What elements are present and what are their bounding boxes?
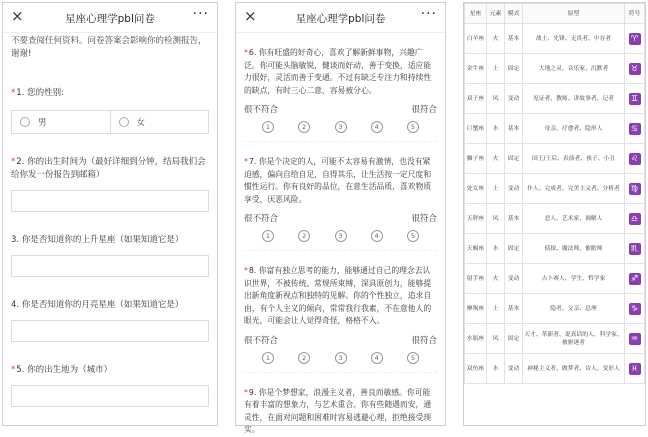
symbol-cell	[625, 174, 645, 204]
zodiac-table-panel	[463, 2, 646, 426]
archetype-cell: 仆人、完成者、完美主义者、分析者	[523, 174, 625, 204]
zodiac-symbol-icon: ♋	[629, 123, 641, 135]
table-row	[465, 24, 645, 54]
top-bar	[3, 3, 217, 33]
scale-option[interactable]: 2	[298, 352, 310, 364]
archetype-cell: 战士、先锋、无畏者、中存者	[523, 24, 625, 54]
mode-cell: 变动	[505, 354, 523, 384]
zodiac-symbol-icon: ♐	[629, 273, 641, 285]
gender-option-female[interactable]: 女	[110, 111, 209, 133]
table-row	[465, 54, 645, 84]
survey-panel-left	[2, 2, 218, 426]
table-row	[465, 204, 645, 234]
scale-option[interactable]: 4	[371, 121, 383, 133]
divider	[244, 250, 437, 251]
sign-cell: 处女座	[465, 174, 487, 204]
question-label: 你是否知道你的上升星座（如果知道它是）	[21, 235, 184, 245]
mode-cell: 固定	[505, 144, 523, 174]
close-icon[interactable]: ×	[11, 7, 24, 25]
mode-cell: 固定	[505, 234, 523, 264]
mode-cell: 基本	[505, 294, 523, 324]
element-cell: 土	[487, 174, 505, 204]
zodiac-symbol-icon: ♑	[629, 303, 641, 315]
element-cell: 水	[487, 114, 505, 144]
radio-icon	[20, 117, 30, 127]
archetype-cell: 见证者、教师、讲故事者、记者	[523, 84, 625, 114]
table-row	[465, 324, 645, 354]
scale-option[interactable]: 5	[407, 352, 419, 364]
scale-option[interactable]: 3	[335, 352, 347, 364]
sign-cell: 金牛座	[465, 54, 487, 84]
question-gender: *1. 您的性别: 男 女	[11, 87, 209, 134]
radio-icon	[119, 117, 129, 127]
symbol-cell	[625, 144, 645, 174]
zodiac-symbol-icon: ♍	[629, 183, 641, 195]
likert-scale-6	[244, 103, 437, 133]
question-moon-sign: 4. 你是否知道你的月亮星座（如果知道它是）	[11, 299, 209, 342]
survey-intro: 不要查阅任何资料。问卷答案会影响你的检测报告，谢谢!	[11, 36, 207, 59]
element-cell: 火	[487, 264, 505, 294]
scale-option[interactable]: 1	[262, 230, 274, 242]
archetype-cell: 母亲、疗愈者、隐形人	[523, 114, 625, 144]
column-header: 星座	[465, 4, 487, 24]
element-cell: 火	[487, 144, 505, 174]
scale-low-label: 很不符合	[244, 335, 279, 346]
scale-option[interactable]: 5	[407, 121, 419, 133]
scale-option[interactable]: 1	[262, 121, 274, 133]
question-label: 你的出生时间为（最好详细到分钟，结局我们会给你发一份报告到邮箱）	[11, 157, 206, 180]
sign-cell: 射手座	[465, 264, 487, 294]
mode-cell: 基本	[505, 204, 523, 234]
scale-low-label: 很不符合	[244, 105, 279, 115]
sign-cell: 水瓶座	[465, 324, 487, 354]
page-title: 星座心理学pbl问卷	[65, 13, 155, 25]
element-cell: 风	[487, 84, 505, 114]
symbol-cell	[625, 114, 645, 144]
sign-cell: 双鱼座	[465, 354, 487, 384]
table-row	[465, 144, 645, 174]
symbol-cell	[625, 234, 645, 264]
element-cell: 风	[487, 324, 505, 354]
scale-option[interactable]: 3	[335, 230, 347, 242]
column-header: 元素	[487, 4, 505, 24]
scale-option[interactable]: 4	[371, 230, 383, 242]
element-cell: 火	[487, 24, 505, 54]
page-title: 星座心理学pbl问卷	[295, 13, 386, 25]
archetype-cell: 神秘主义者、做梦者、诗人、变形人	[523, 354, 625, 384]
scale-high-label: 很符合	[411, 335, 437, 346]
divider	[244, 372, 437, 373]
archetype-cell: 侦探、魔法师、催眠师	[523, 234, 625, 264]
table-row	[465, 264, 645, 294]
table-row	[465, 354, 645, 384]
scale-option[interactable]: 1	[262, 352, 274, 364]
mode-cell: 基本	[505, 24, 523, 54]
element-cell: 土	[487, 294, 505, 324]
element-cell: 水	[487, 354, 505, 384]
mode-cell: 变动	[505, 264, 523, 294]
more-icon[interactable]: ···	[192, 6, 209, 22]
zodiac-symbol-icon: ♏	[629, 243, 641, 255]
symbol-cell	[625, 354, 645, 384]
column-header: 符号	[625, 4, 645, 24]
archetype-cell: 国王/王后、表演者、孩子、小丑	[523, 144, 625, 174]
scale-option[interactable]: 5	[407, 230, 419, 242]
symbol-cell	[625, 324, 645, 354]
scale-high-label: 很符合	[411, 105, 437, 115]
mode-cell: 变动	[505, 84, 523, 114]
zodiac-symbol-icon: ♈	[629, 33, 641, 45]
symbol-cell	[625, 84, 645, 114]
sign-cell: 天秤座	[465, 204, 487, 234]
likert-scale-8	[244, 334, 437, 364]
column-header: 模式	[505, 4, 523, 24]
question-label: 你的出生地为（城市）	[27, 365, 113, 375]
sign-cell: 天蝎座	[465, 234, 487, 264]
symbol-cell	[625, 54, 645, 84]
symbol-cell	[625, 204, 645, 234]
scale-option[interactable]: 3	[335, 121, 347, 133]
likert-scale-7	[244, 212, 437, 242]
question-9: *9. 你是个梦想家，浪漫主义者，善良而敏感。你可能有着丰富的想象力，与艺术重合。你有些随遇而安，通灵性，在面对问题和困难时容易逃避心理，拒绝接受现实。	[244, 387, 432, 434]
question-rising-sign: 3. 你是否知道你的上升星座（如果知道它是）	[11, 234, 209, 277]
question-6: *6. 你有旺盛的好奇心，喜欢了解新鲜事物，兴趣广泛。你可能头脑敏锐，健谈而好动，善于变换，适应能力很好，灵活而善于变通。不过有缺乏专注力和持续性的缺点，有时三心二意，容易被分心。	[244, 48, 432, 95]
scale-option[interactable]: 4	[371, 352, 383, 364]
zodiac-symbol-icon: ♒	[629, 333, 641, 345]
sign-cell: 狮子座	[465, 144, 487, 174]
scale-low-label: 很不符合	[244, 214, 279, 224]
element-cell: 水	[487, 234, 505, 264]
archetype-cell: 恋人、艺术家、调解人	[523, 204, 625, 234]
archetype-cell: 大地之灵、音乐家、沉默者	[523, 54, 625, 84]
element-cell: 土	[487, 54, 505, 84]
birthplace-input[interactable]	[11, 385, 209, 407]
question-label: 你是否知道你的月亮星座（如果知道它是）	[21, 300, 184, 310]
zodiac-symbol-icon: ♌	[629, 153, 641, 165]
table-row	[465, 114, 645, 144]
symbol-cell	[625, 264, 645, 294]
zodiac-table	[464, 3, 645, 384]
question-label: 您的性别:	[27, 88, 64, 98]
question-birthplace: *5. 你的出生地为（城市）	[11, 364, 209, 407]
sign-cell: 白羊座	[465, 24, 487, 54]
zodiac-symbol-icon: ♓	[629, 363, 641, 375]
zodiac-symbol-icon: ♉	[629, 63, 641, 75]
close-icon[interactable]: ×	[244, 7, 257, 25]
gender-radio-group	[11, 110, 209, 134]
question-7: *7. 你是个决定的人，可能不太容易有激情，也没有紧迫感，偏向自给自足，自得其乐，让生活按一定尺度和惯性运行。你有良好的品位，在意生活品质，喜欢物质享受，厌恶风险。	[244, 157, 432, 204]
question-birth-time: *2. 你的出生时间为（最好详细到分钟，结局我们会给你发一份报告到邮箱）	[11, 156, 209, 212]
zodiac-symbol-icon: ♊	[629, 93, 641, 105]
scale-option[interactable]: 2	[298, 121, 310, 133]
survey-panel-middle	[235, 2, 446, 434]
archetype-cell: 吉卜赛人、学生、哲学家	[523, 264, 625, 294]
scale-option[interactable]: 2	[298, 230, 310, 242]
mode-cell: 变动	[505, 174, 523, 204]
birth-time-input[interactable]	[11, 190, 209, 212]
mode-cell: 固定	[505, 324, 523, 354]
symbol-cell	[625, 294, 645, 324]
sign-cell: 摩羯座	[465, 294, 487, 324]
symbol-cell	[625, 24, 645, 54]
moon-sign-input[interactable]	[11, 320, 209, 342]
mode-cell: 基本	[505, 114, 523, 144]
top-bar	[236, 3, 445, 33]
table-row	[465, 234, 645, 264]
divider	[244, 141, 437, 142]
gender-option-male[interactable]: 男	[12, 111, 110, 133]
rising-sign-input[interactable]	[11, 255, 209, 277]
mode-cell: 固定	[505, 54, 523, 84]
question-8: *8. 你富有独立思考的能力，能够通过自己的理念去认识世界，不被传统、常规所束缚，深具原创力，能够提出新角度新视点和独特的见解。你的个性独立，追求自由，有个人主义的倾向，常常我行我素，不在意他人的眼光，可能会让人觉得奇怪，格格不入。	[244, 266, 432, 325]
scale-high-label: 很符合	[411, 214, 437, 224]
table-row	[465, 294, 645, 324]
archetype-cell: 天才、革新者、说真话的人、科学家、被驱逐者	[523, 324, 625, 354]
table-row	[465, 174, 645, 204]
archetype-cell: 隐者、父亲、总理	[523, 294, 625, 324]
element-cell: 风	[487, 204, 505, 234]
table-header-row	[465, 4, 645, 24]
column-header: 原型	[523, 4, 625, 24]
sign-cell: 双子座	[465, 84, 487, 114]
more-icon[interactable]: ···	[420, 6, 437, 22]
sign-cell: 巨蟹座	[465, 114, 487, 144]
zodiac-symbol-icon: ♎	[629, 213, 641, 225]
table-row	[465, 84, 645, 114]
